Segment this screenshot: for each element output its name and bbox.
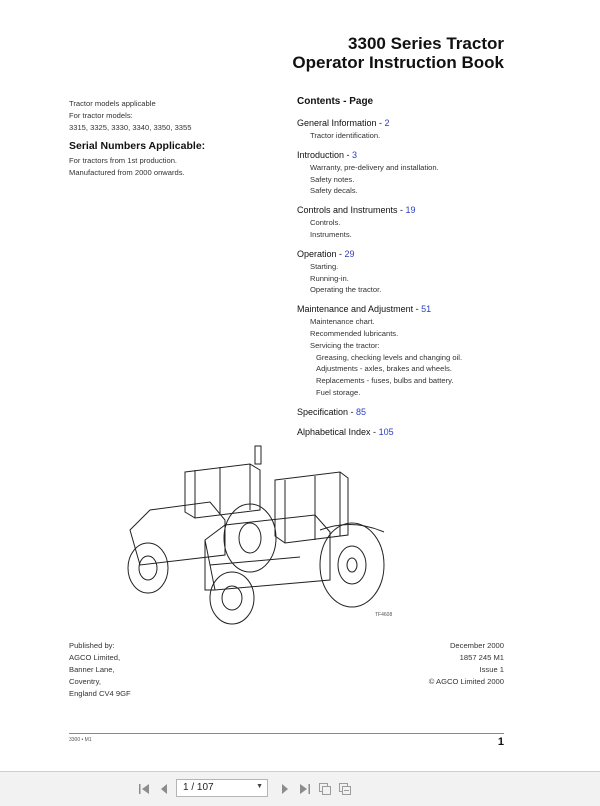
contents-title: Contents - Page <box>297 96 374 107</box>
publisher-line: AGCO Limited, <box>69 653 121 662</box>
tractor-illustration <box>100 440 420 625</box>
section-item: Servicing the tractor: <box>310 340 380 350</box>
section-page-link[interactable]: 29 <box>344 248 355 259</box>
section-item: Tractor identification. <box>310 131 381 140</box>
section-subitem: Replacements - fuses, bulbs and battery. <box>316 376 454 386</box>
contents-section <box>297 406 527 419</box>
first-page-icon[interactable] <box>135 780 153 798</box>
section-item: Safety decals. <box>310 186 358 196</box>
contents-section <box>297 303 527 399</box>
front-tractor-cab <box>275 472 348 543</box>
page-number-value: 1 / 107 <box>183 782 214 793</box>
meta-line: 1857 245 M1 <box>459 653 504 662</box>
section-item: Recommended lubricants. <box>310 328 399 338</box>
next-page-icon[interactable] <box>276 780 294 798</box>
rear-tractor-front-wheel <box>128 543 168 593</box>
document-title-line2: Operator Instruction Book <box>292 53 504 72</box>
section-item: Operating the tractor. <box>310 285 382 295</box>
section-name: Specification - <box>297 406 357 417</box>
meta-line: December 2000 <box>449 641 504 650</box>
footer-divider <box>69 733 504 734</box>
section-name: Alphabetical Index - <box>297 426 379 437</box>
section-item: Safety notes. <box>310 174 355 184</box>
section-subitem: Greasing, checking levels and changing oil. <box>316 352 463 362</box>
section-name: Operation - <box>297 248 345 259</box>
section-subitem: Adjustments - axles, brakes and wheels. <box>316 364 452 374</box>
models-line: For tractor models: <box>69 111 133 120</box>
section-item: Maintenance chart. <box>310 317 375 327</box>
section-name: Controls and Instruments - <box>297 205 406 216</box>
section-item: Running-in. <box>310 273 349 283</box>
section-page-link[interactable]: 105 <box>378 426 394 437</box>
prev-page-icon[interactable] <box>155 780 173 798</box>
contents-section <box>297 248 527 296</box>
section-name: General Information - <box>297 118 385 128</box>
serial-line: Manufactured from 2000 onwards. <box>69 168 185 177</box>
publisher-block <box>69 640 131 700</box>
publisher-line: Banner Lane, <box>69 665 115 674</box>
section-item: Warranty, pre-delivery and installation. <box>310 162 439 172</box>
contents-section <box>297 426 527 439</box>
section-subitem: Fuel storage. <box>316 387 361 397</box>
chevron-down-icon[interactable]: ▼ <box>256 783 263 790</box>
single-page-view-icon[interactable] <box>316 780 334 798</box>
meta-line: © AGCO Limited 2000 <box>428 677 504 686</box>
footer-page-number: 1 <box>497 736 504 748</box>
contents-block <box>297 96 527 446</box>
last-page-icon[interactable] <box>296 780 314 798</box>
publisher-line: Published by: <box>69 641 115 650</box>
contents-section <box>297 149 527 197</box>
document-meta-block <box>429 640 504 688</box>
section-page-link[interactable]: 19 <box>405 205 416 216</box>
serial-numbers-title: Serial Numbers Applicable: <box>69 140 206 152</box>
models-line: 3315, 3325, 3330, 3340, 3350, 3355 <box>69 123 192 132</box>
models-line: Tractor models applicable <box>69 99 156 108</box>
rear-tractor-cab <box>185 464 260 518</box>
publisher-line: England CV4 9GF <box>69 689 131 698</box>
front-tractor-hood <box>205 515 330 590</box>
front-tractor-front-wheel <box>210 572 254 624</box>
section-page-link[interactable]: 51 <box>421 304 432 315</box>
section-page-link[interactable]: 3 <box>352 149 358 160</box>
contents-section <box>297 117 527 142</box>
contents-section <box>297 204 527 241</box>
section-page-link[interactable]: 85 <box>356 406 367 417</box>
models-block <box>69 98 269 179</box>
document-title-line1: 3300 Series Tractor <box>348 34 504 53</box>
footer-code: 3300 • M1 <box>69 737 92 743</box>
publisher-line: Coventry, <box>69 677 101 686</box>
section-page-link[interactable]: 2 <box>384 118 390 128</box>
viewer-toolbar <box>0 771 600 806</box>
section-name: Introduction - <box>297 149 353 160</box>
section-item: Instruments. <box>310 229 352 239</box>
section-item: Controls. <box>310 218 341 228</box>
section-item: Starting. <box>310 261 339 271</box>
section-name: Maintenance and Adjustment - <box>297 304 422 315</box>
serial-line: For tractors from 1st production. <box>69 156 178 165</box>
figure-reference: TF4608 <box>375 612 393 618</box>
page-number-select[interactable] <box>176 779 268 797</box>
two-page-view-icon[interactable] <box>336 780 354 798</box>
rear-tractor-hood <box>130 502 225 565</box>
meta-line: Issue 1 <box>479 665 504 674</box>
